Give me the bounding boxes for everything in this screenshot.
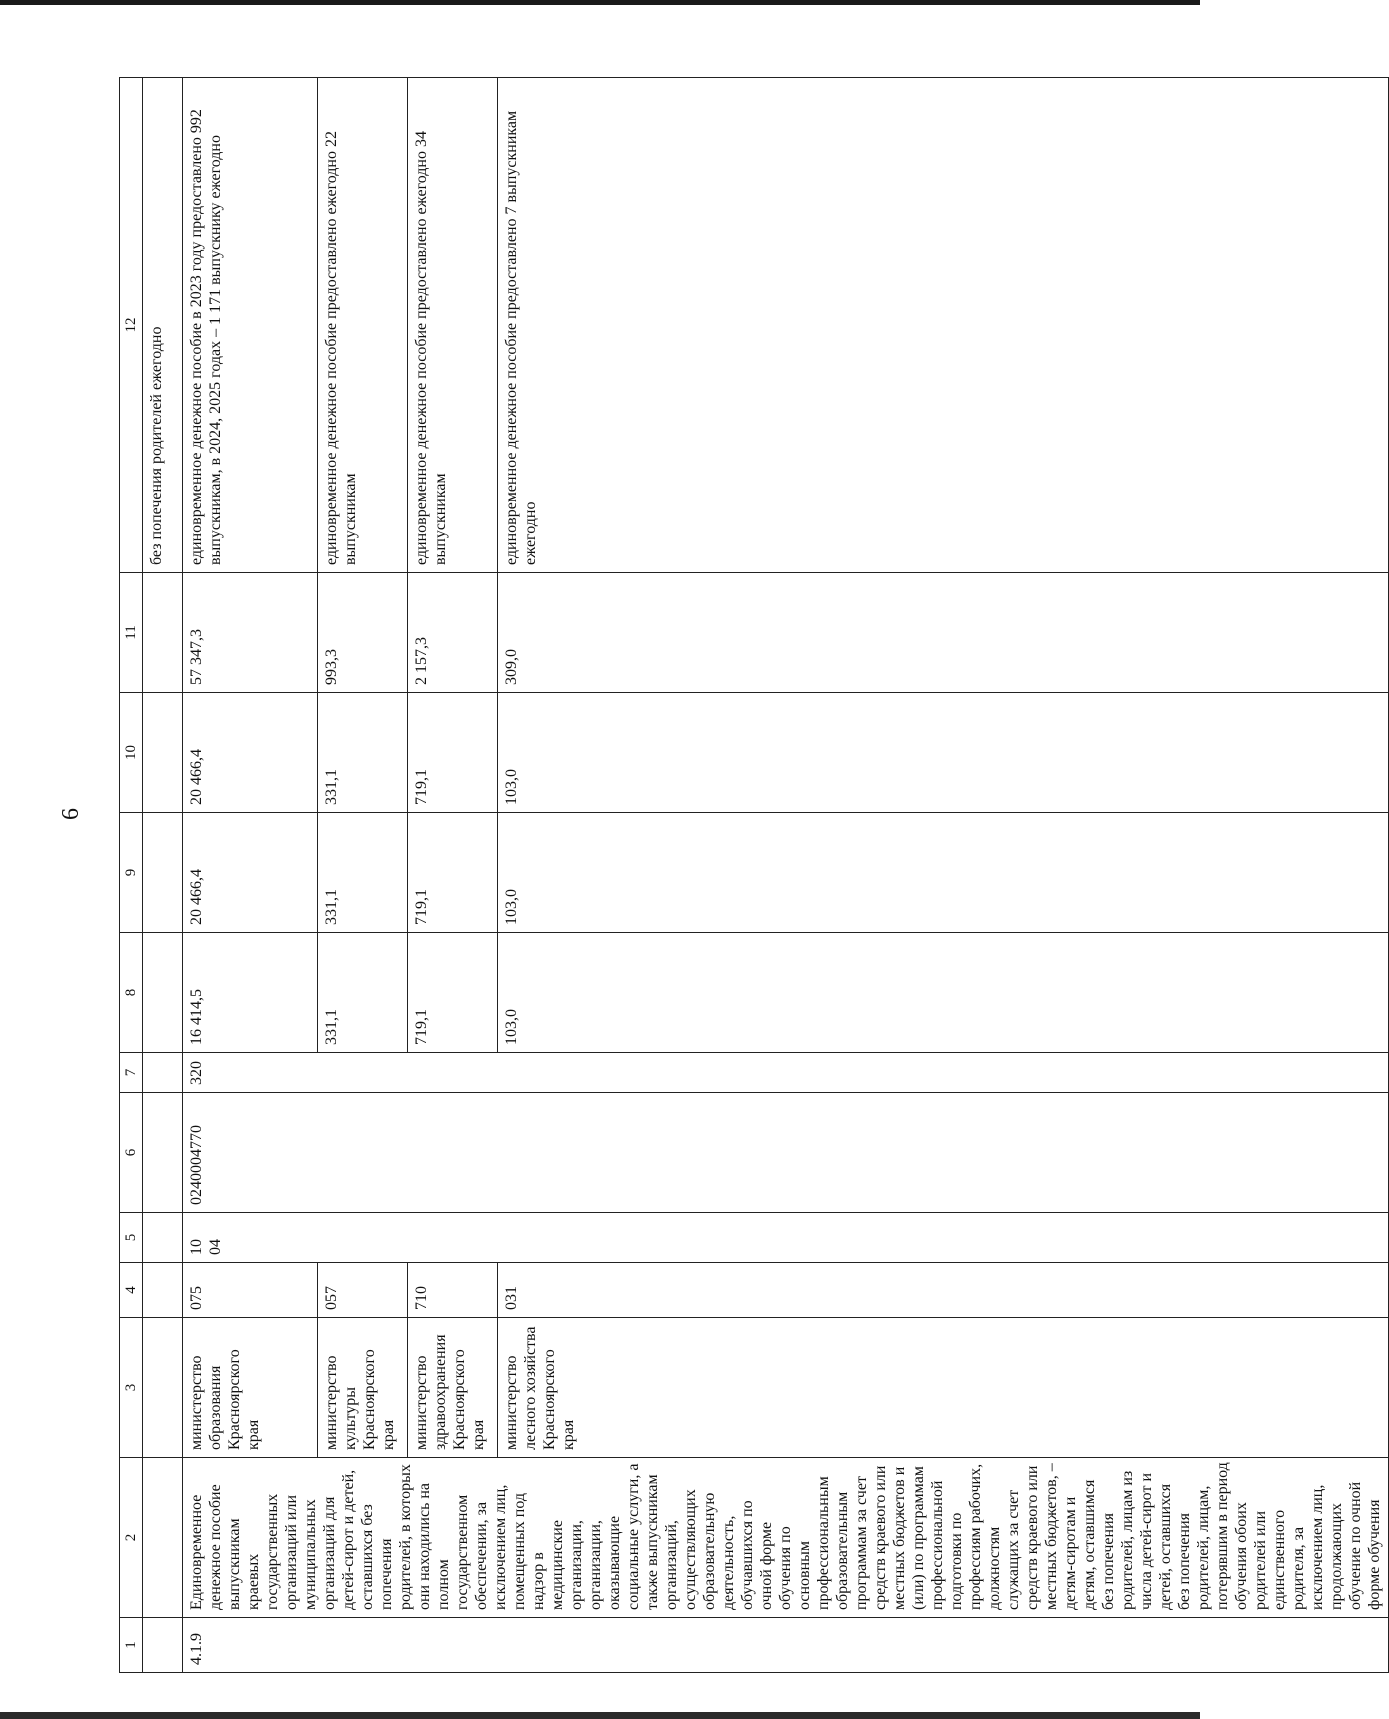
value-col11: 57 347,3 [183, 573, 318, 693]
col-number-8: 8 [120, 933, 143, 1053]
result-text: единовременное денежное пособие предоставлено ежегодно 22 выпускникам [318, 78, 408, 573]
row-description: Единовременное денежное пособие выпускникам краевых государственных организаций или муниципальных организаций для детей-сирот и детей, оставшихся без попечения родителей, в которых они находились на полном государственном обеспечении, за исключением лиц, помещенных под надзор в медицинские организации, организации, оказывающие социальные услуги, а также выпускникам организаций, осуществляющих образовательную деятельность, обучавшихся по очной форме обучения по основным профессиональным образовательным программам за счет средств краевого или местных бюджетов и (или) по программам профессиональной подготовки по профессиям рабочих, должностям служащих за счет средств краевого или местных бюджетов, – детям-сиротам и детям, оставшимся без попечения родителей, лицам из числа детей-сирот и детей, оставшихся без попечения родителей, лицам, потерявшим в период обучения обоих родителей или единственного родителя, за исключением лиц, продолжающих обучение по очной форме обучения [183, 1458, 1389, 1618]
executor-row-forestry [498, 78, 1389, 1673]
column-number-row [120, 78, 143, 1673]
value-col8: 16 414,5 [183, 933, 318, 1053]
target-article: 0240004770 [183, 1093, 1389, 1213]
value-col8: 719,1 [408, 933, 498, 1053]
value-col8: 103,0 [498, 933, 1389, 1053]
executor-code: 031 [498, 1263, 1389, 1318]
result-text: единовременное денежное пособие в 2023 году предоставлено 992 выпускникам, в 2024, 2025 годах – 1 171 выпускнику ежегодно [183, 78, 318, 573]
result-text: единовременное денежное пособие предоставлено 7 выпускникам ежегодно [498, 78, 1389, 573]
col-number-7: 7 [120, 1053, 143, 1093]
col-number-3: 3 [120, 1318, 143, 1458]
value-col11: 309,0 [498, 573, 1389, 693]
executor-row-culture [318, 78, 408, 1673]
executor-name: министерство лесного хозяйства Красноярского края [498, 1318, 1389, 1458]
value-col11: 2 157,3 [408, 573, 498, 693]
col-number-11: 11 [120, 573, 143, 693]
col-number-4: 4 [120, 1263, 143, 1318]
value-col9: 719,1 [408, 813, 498, 933]
expense-type: 320 [183, 1053, 1389, 1093]
col-number-6: 6 [120, 1093, 143, 1213]
value-col11: 993,3 [318, 573, 408, 693]
result-text: единовременное денежное пособие предоставлено ежегодно 34 выпускникам [408, 78, 498, 573]
value-col10: 103,0 [498, 693, 1389, 813]
executor-code: 710 [408, 1263, 498, 1318]
col-number-5: 5 [120, 1213, 143, 1263]
value-col8: 331,1 [318, 933, 408, 1053]
scan-edge-bottom [0, 1712, 1200, 1719]
col-number-9: 9 [120, 813, 143, 933]
executor-row-education [183, 78, 318, 1673]
continuation-result: без попечения родителей ежегодно [143, 78, 183, 573]
value-col9: 20 466,4 [183, 813, 318, 933]
value-col9: 103,0 [498, 813, 1389, 933]
executor-code: 057 [318, 1263, 408, 1318]
executor-name: министерство здравоохранения Красноярского края [408, 1318, 498, 1458]
value-col10: 331,1 [318, 693, 408, 813]
row-code: 4.1.9 [183, 1618, 1389, 1673]
executor-row-health [408, 78, 498, 1673]
rotated-table-wrapper [119, 78, 1383, 1673]
continuation-row [143, 78, 183, 1673]
executor-name: министерство образования Красноярского края [183, 1318, 318, 1458]
page-number: 6 [58, 808, 84, 820]
col-number-12: 12 [120, 78, 143, 573]
executor-name: министерство культуры Красноярского края [318, 1318, 408, 1458]
value-col10: 719,1 [408, 693, 498, 813]
executor-code: 075 [183, 1263, 318, 1318]
value-col10: 20 466,4 [183, 693, 318, 813]
scan-edge-top [0, 0, 1200, 5]
col-number-1: 1 [120, 1618, 143, 1673]
section-code: 10 04 [183, 1213, 1389, 1263]
budget-table [119, 77, 1389, 1673]
col-number-10: 10 [120, 693, 143, 813]
value-col9: 331,1 [318, 813, 408, 933]
col-number-2: 2 [120, 1458, 143, 1618]
